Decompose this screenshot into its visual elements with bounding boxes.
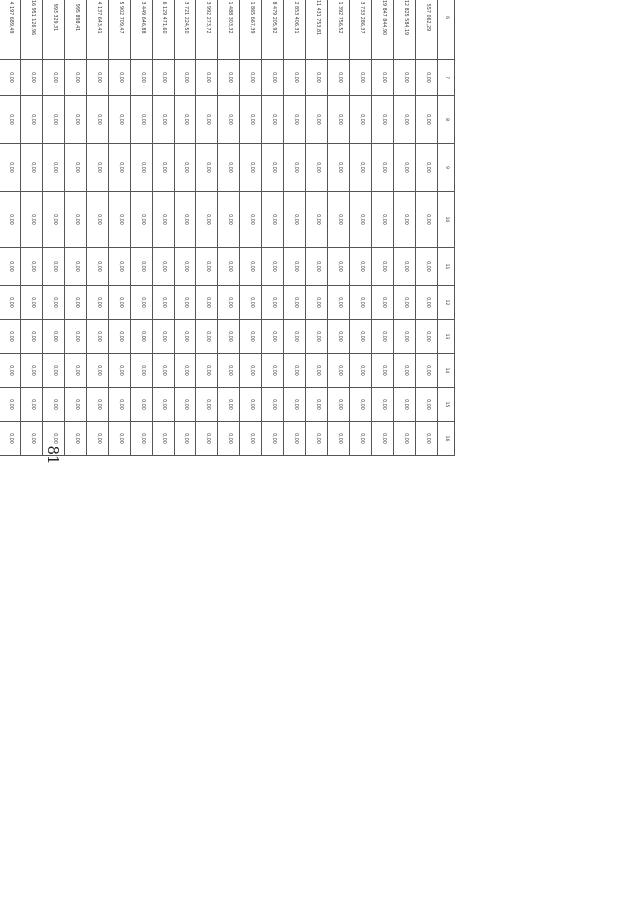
table-row — [196, 0, 218, 456]
table-cell: 0,00 — [130, 60, 152, 96]
table-cell: 0,00 — [0, 354, 20, 388]
table-cell: 0,00 — [328, 192, 350, 248]
table-cell: 16 951 126,96 — [20, 0, 42, 60]
table-row — [218, 0, 240, 456]
table-cell: 993 329,31 — [42, 0, 64, 60]
rotated-table-container — [0, 0, 455, 455]
table-cell: 0,00 — [371, 388, 393, 422]
table-cell: 0,00 — [218, 388, 240, 422]
table-cell: 0,00 — [218, 192, 240, 248]
table-cell: 0,00 — [196, 388, 218, 422]
table-cell: 0,00 — [371, 96, 393, 144]
table-row — [284, 0, 306, 456]
table-cell: 0,00 — [0, 286, 20, 320]
table-cell: 0,00 — [284, 248, 306, 286]
table-cell: 0,00 — [20, 192, 42, 248]
table-cell: 0,00 — [415, 96, 437, 144]
table-cell: 0,00 — [108, 144, 130, 192]
table-cell: 0,00 — [130, 286, 152, 320]
table-cell: 0,00 — [20, 60, 42, 96]
table-cell: 0,00 — [393, 320, 415, 354]
table-cell: 0,00 — [42, 286, 64, 320]
table-cell: 0,00 — [415, 320, 437, 354]
table-cell: 0,00 — [108, 388, 130, 422]
table-cell: 0,00 — [371, 422, 393, 456]
table-cell: 0,00 — [218, 96, 240, 144]
table-cell: 0,00 — [152, 96, 174, 144]
table-cell: 0,00 — [306, 60, 328, 96]
table-cell: 0,00 — [306, 354, 328, 388]
table-cell: 0,00 — [86, 286, 108, 320]
table-cell: 0,00 — [174, 96, 196, 144]
table-cell: 0,00 — [393, 286, 415, 320]
table-row — [86, 0, 108, 456]
table-cell: 12 825 584,19 — [393, 0, 415, 60]
table-cell: 0,00 — [218, 422, 240, 456]
table-cell: 0,00 — [262, 354, 284, 388]
table-cell: 0,00 — [284, 286, 306, 320]
table-cell: 0,00 — [86, 248, 108, 286]
table-cell: 0,00 — [328, 388, 350, 422]
table-cell: 0,00 — [284, 192, 306, 248]
table-row — [262, 0, 284, 456]
table-cell: 0,00 — [240, 96, 262, 144]
header-cell: 15 — [437, 388, 454, 422]
table-cell: 0,00 — [240, 144, 262, 192]
table-cell: 0,00 — [371, 248, 393, 286]
table-row — [42, 0, 64, 456]
table-row — [328, 0, 350, 456]
table-cell: 0,00 — [218, 144, 240, 192]
header-cell: 6 — [437, 0, 454, 60]
table-cell: 0,00 — [108, 354, 130, 388]
table-cell: 0,00 — [328, 286, 350, 320]
table-cell: 0,00 — [174, 60, 196, 96]
table-cell: 0,00 — [174, 422, 196, 456]
table-cell: 0,00 — [240, 248, 262, 286]
table-cell: 0,00 — [42, 248, 64, 286]
header-cell: 11 — [437, 248, 454, 286]
table-cell: 0,00 — [371, 286, 393, 320]
table-cell: 0,00 — [174, 192, 196, 248]
table-cell: 0,00 — [20, 286, 42, 320]
table-cell: 0,00 — [393, 388, 415, 422]
table-cell: 0,00 — [42, 192, 64, 248]
table-cell: 0,00 — [350, 96, 372, 144]
table-cell: 0,00 — [306, 144, 328, 192]
table-cell: 0,00 — [174, 320, 196, 354]
table-cell: 0,00 — [64, 422, 86, 456]
table-cell: 0,00 — [371, 354, 393, 388]
table-cell: 3 733 286,37 — [350, 0, 372, 60]
table-cell: 0,00 — [64, 96, 86, 144]
table-cell: 0,00 — [0, 422, 20, 456]
table-cell: 0,00 — [393, 422, 415, 456]
table-cell: 0,00 — [284, 320, 306, 354]
table-cell: 0,00 — [240, 320, 262, 354]
table-cell: 0,00 — [350, 286, 372, 320]
table-cell: 3 992 273,72 — [196, 0, 218, 60]
table-cell: 0,00 — [0, 388, 20, 422]
table-cell: 0,00 — [393, 354, 415, 388]
table-cell: 0,00 — [130, 96, 152, 144]
table-row — [152, 0, 174, 456]
table-cell: 0,00 — [20, 320, 42, 354]
table-cell: 0,00 — [240, 60, 262, 96]
table-cell: 0,00 — [284, 422, 306, 456]
table-cell: 0,00 — [152, 354, 174, 388]
table-cell: 1 488 303,32 — [218, 0, 240, 60]
table-cell: 0,00 — [350, 192, 372, 248]
table-cell: 0,00 — [240, 286, 262, 320]
table-cell: 0,00 — [240, 192, 262, 248]
table-cell: 0,00 — [130, 192, 152, 248]
table-cell: 0,00 — [152, 144, 174, 192]
table-cell: 0,00 — [196, 286, 218, 320]
table-cell: 0,00 — [108, 60, 130, 96]
table-cell: 0,00 — [130, 320, 152, 354]
table-cell: 0,00 — [130, 144, 152, 192]
table-cell: 0,00 — [350, 144, 372, 192]
table-row — [393, 0, 415, 456]
table-cell: 0,00 — [350, 60, 372, 96]
table-cell: 0,00 — [196, 422, 218, 456]
table-cell: 0,00 — [152, 286, 174, 320]
table-cell: 0,00 — [284, 144, 306, 192]
table-cell: 0,00 — [64, 388, 86, 422]
table-cell: 0,00 — [108, 286, 130, 320]
table-cell: 0,00 — [0, 248, 20, 286]
data-table — [0, 0, 455, 456]
table-cell: 0,00 — [415, 354, 437, 388]
table-cell: 0,00 — [393, 192, 415, 248]
table-cell: 3 449 646,88 — [130, 0, 152, 60]
table-cell: 0,00 — [350, 354, 372, 388]
table-cell: 557 062,29 — [415, 0, 437, 60]
table-row — [108, 0, 130, 456]
table-cell: 0,00 — [64, 354, 86, 388]
table-cell: 0,00 — [240, 422, 262, 456]
table-cell: 0,00 — [196, 144, 218, 192]
table-cell: 0,00 — [196, 320, 218, 354]
table-cell: 0,00 — [262, 286, 284, 320]
table-cell: 0,00 — [42, 320, 64, 354]
table-cell: 0,00 — [42, 354, 64, 388]
table-cell: 0,00 — [415, 422, 437, 456]
table-header-row — [437, 0, 454, 456]
header-cell: 7 — [437, 60, 454, 96]
table-row — [415, 0, 437, 456]
table-cell: 0,00 — [262, 96, 284, 144]
table-cell: 11 431 753,81 — [306, 0, 328, 60]
table-cell: 0,00 — [415, 192, 437, 248]
table-cell: 0,00 — [196, 96, 218, 144]
table-cell: 0,00 — [174, 144, 196, 192]
table-row — [240, 0, 262, 456]
table-cell: 0,00 — [152, 388, 174, 422]
table-cell: 0,00 — [350, 320, 372, 354]
page-number: 81 — [44, 445, 62, 465]
table-row — [306, 0, 328, 456]
table-cell: 0,00 — [0, 320, 20, 354]
table-cell: 0,00 — [174, 354, 196, 388]
table-cell: 0,00 — [20, 422, 42, 456]
table-cell: 0,00 — [130, 422, 152, 456]
table-cell: 0,00 — [86, 192, 108, 248]
table-cell: 8 479 205,92 — [262, 0, 284, 60]
table-cell: 0,00 — [306, 248, 328, 286]
table-cell: 5 902 709,47 — [108, 0, 130, 60]
table-cell: 0,00 — [328, 248, 350, 286]
table-cell: 0,00 — [393, 144, 415, 192]
table-cell: 0,00 — [20, 354, 42, 388]
table-cell: 0,00 — [174, 248, 196, 286]
table-cell: 0,00 — [328, 144, 350, 192]
table-cell: 0,00 — [20, 96, 42, 144]
table-cell: 0,00 — [371, 192, 393, 248]
table-cell: 0,00 — [108, 422, 130, 456]
header-cell: 14 — [437, 354, 454, 388]
table-cell: 0,00 — [86, 144, 108, 192]
table-row — [0, 0, 20, 456]
table-cell: 0,00 — [64, 60, 86, 96]
table-cell: 0,00 — [240, 388, 262, 422]
table-cell: 0,00 — [108, 192, 130, 248]
table-row — [350, 0, 372, 456]
table-cell: 0,00 — [20, 388, 42, 422]
table-cell: 0,00 — [64, 144, 86, 192]
table-cell: 4 197 689,49 — [0, 0, 20, 60]
table-cell: 0,00 — [64, 248, 86, 286]
table-cell: 0,00 — [86, 354, 108, 388]
table-cell: 0,00 — [240, 354, 262, 388]
table-cell: 4 137 643,41 — [86, 0, 108, 60]
table-cell: 0,00 — [415, 144, 437, 192]
table-cell: 0,00 — [415, 388, 437, 422]
table-cell: 0,00 — [64, 286, 86, 320]
table-cell: 0,00 — [306, 320, 328, 354]
table-cell: 0,00 — [196, 354, 218, 388]
table-row — [130, 0, 152, 456]
table-cell: 0,00 — [306, 96, 328, 144]
table-cell: 0,00 — [86, 96, 108, 144]
table-cell: 0,00 — [350, 422, 372, 456]
table-cell: 0,00 — [262, 248, 284, 286]
table-cell: 0,00 — [42, 144, 64, 192]
table-cell: 0,00 — [328, 354, 350, 388]
table-cell: 0,00 — [218, 320, 240, 354]
table-cell: 0,00 — [262, 60, 284, 96]
table-cell: 0,00 — [262, 320, 284, 354]
table-cell: 0,00 — [130, 354, 152, 388]
table-cell: 0,00 — [196, 192, 218, 248]
table-cell: 0,00 — [64, 192, 86, 248]
table-cell: 0,00 — [86, 388, 108, 422]
table-cell: 0,00 — [284, 354, 306, 388]
table-cell: 0,00 — [86, 60, 108, 96]
table-cell: 0,00 — [415, 248, 437, 286]
table-cell: 0,00 — [262, 192, 284, 248]
table-cell: 0,00 — [86, 422, 108, 456]
table-row — [64, 0, 86, 456]
table-cell: 0,00 — [152, 422, 174, 456]
header-cell: 9 — [437, 144, 454, 192]
table-cell: 0,00 — [371, 60, 393, 96]
table-cell: 0,00 — [284, 96, 306, 144]
table-cell: 0,00 — [415, 286, 437, 320]
table-cell: 3 721 224,50 — [174, 0, 196, 60]
table-cell: 0,00 — [262, 388, 284, 422]
table-cell: 0,00 — [196, 60, 218, 96]
table-row — [20, 0, 42, 456]
table-cell: 0,00 — [86, 320, 108, 354]
table-cell: 0,00 — [64, 320, 86, 354]
header-cell: 8 — [437, 96, 454, 144]
table-cell: 0,00 — [108, 320, 130, 354]
table-cell: 0,00 — [42, 422, 64, 456]
header-cell: 16 — [437, 422, 454, 456]
table-cell: 0,00 — [415, 60, 437, 96]
table-cell: 0,00 — [218, 354, 240, 388]
table-row — [174, 0, 196, 456]
table-cell: 0,00 — [328, 320, 350, 354]
table-cell: 0,00 — [350, 388, 372, 422]
table-cell: 0,00 — [371, 320, 393, 354]
table-cell: 0,00 — [42, 388, 64, 422]
header-cell: 13 — [437, 320, 454, 354]
table-cell: 0,00 — [108, 248, 130, 286]
table-cell: 0,00 — [42, 60, 64, 96]
table-cell: 0,00 — [108, 96, 130, 144]
table-cell: 0,00 — [393, 248, 415, 286]
table-cell: 0,00 — [0, 60, 20, 96]
table-cell: 0,00 — [174, 286, 196, 320]
table-cell: 6 129 471,60 — [152, 0, 174, 60]
table-cell: 0,00 — [371, 144, 393, 192]
table-cell: 0,00 — [0, 192, 20, 248]
table-cell: 0,00 — [218, 248, 240, 286]
table-cell: 0,00 — [20, 248, 42, 286]
table-cell: 0,00 — [262, 422, 284, 456]
table-cell: 0,00 — [328, 422, 350, 456]
table-cell: 0,00 — [218, 286, 240, 320]
header-cell: 12 — [437, 286, 454, 320]
table-cell: 0,00 — [152, 60, 174, 96]
table-cell: 0,00 — [0, 144, 20, 192]
table-cell: 0,00 — [218, 60, 240, 96]
table-cell: 0,00 — [306, 192, 328, 248]
table-cell: 0,00 — [130, 248, 152, 286]
table-cell: 1 865 667,39 — [240, 0, 262, 60]
table-cell: 995 898,41 — [64, 0, 86, 60]
table-cell: 0,00 — [393, 96, 415, 144]
table-cell: 0,00 — [130, 388, 152, 422]
table-cell: 0,00 — [20, 144, 42, 192]
table-cell: 0,00 — [152, 248, 174, 286]
table-cell: 0,00 — [350, 248, 372, 286]
table-cell: 0,00 — [152, 320, 174, 354]
table-cell: 0,00 — [306, 286, 328, 320]
table-cell: 0,00 — [42, 96, 64, 144]
table-cell: 0,00 — [0, 96, 20, 144]
table-cell: 0,00 — [174, 388, 196, 422]
table-cell: 0,00 — [328, 60, 350, 96]
table-cell: 0,00 — [284, 60, 306, 96]
table-cell: 0,00 — [152, 192, 174, 248]
table-cell: 1 392 756,52 — [328, 0, 350, 60]
table-cell: 2 853 406,31 — [284, 0, 306, 60]
table-cell: 19 847 844,90 — [371, 0, 393, 60]
table-cell: 0,00 — [306, 422, 328, 456]
table-cell: 0,00 — [284, 388, 306, 422]
table-row — [371, 0, 393, 456]
table-cell: 0,00 — [196, 248, 218, 286]
table-cell: 0,00 — [306, 388, 328, 422]
table-cell: 0,00 — [328, 96, 350, 144]
header-cell: 10 — [437, 192, 454, 248]
table-cell: 0,00 — [393, 60, 415, 96]
table-cell: 0,00 — [262, 144, 284, 192]
